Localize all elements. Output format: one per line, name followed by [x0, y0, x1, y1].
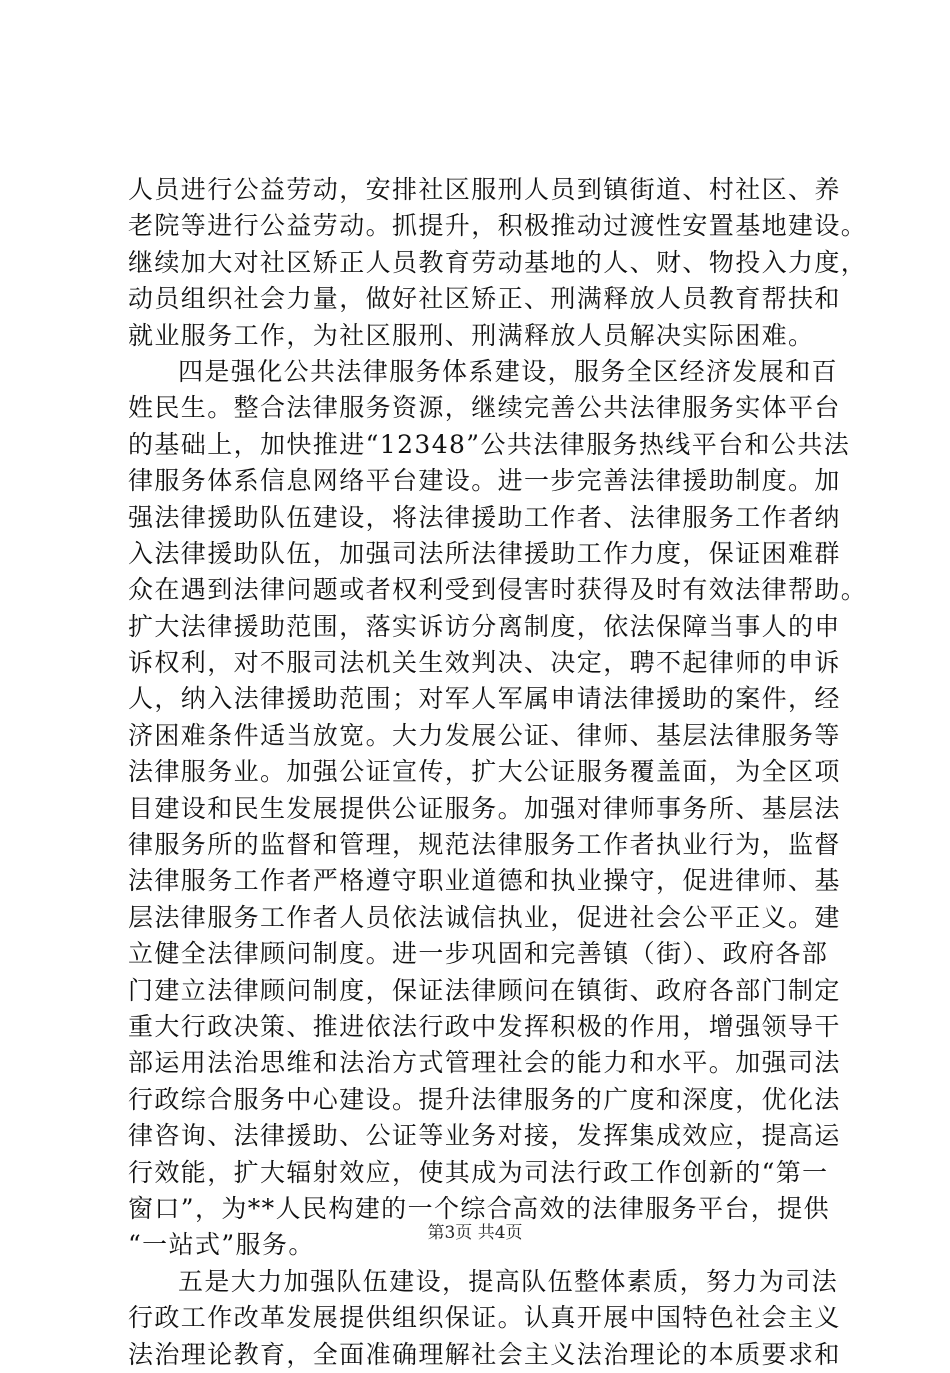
text-line: 诉权利，对不服司法机关生效判决、决定，聘不起律师的申诉: [128, 648, 841, 678]
text-line: 法律服务工作者严格遵守职业道德和执业操守，促进律师、基: [128, 866, 841, 896]
text-line: 目建设和民生发展提供公证服务。加强对律师事务所、基层法: [128, 793, 841, 823]
text-line: 济困难条件适当放宽。大力发展公证、律师、基层法律服务等: [128, 720, 841, 750]
text-line: 入法律援助队伍，加强司法所法律援助工作力度，保证困难群: [128, 538, 841, 568]
text-line: 行政工作改革发展提供组织保证。认真开展中国特色社会主义: [128, 1303, 841, 1333]
text-line: 强法律援助队伍建设，将法律援助工作者、法律服务工作者纳: [128, 502, 841, 532]
text-line: 窗口”，为**人民构建的一个综合高效的法律服务平台，提供: [128, 1193, 830, 1223]
page-number: 第3页 共4页: [427, 1223, 523, 1243]
text-line: 行政综合服务中心建设。提升法律服务的广度和深度，优化法: [128, 1084, 841, 1114]
text-line: 扩大法律援助范围，落实诉访分离制度，依法保障当事人的申: [128, 611, 841, 641]
text-line: 姓民生。整合法律服务资源，继续完善公共法律服务实体平台: [128, 393, 841, 423]
text-line: 律咨询、法律援助、公证等业务对接，发挥集成效应，提高运: [128, 1121, 841, 1151]
text-line: 继续加大对社区矫正人员教育劳动基地的人、财、物投入力度，: [128, 247, 868, 277]
text-line: 立健全法律顾问制度。进一步巩固和完善镇（街）、政府各部: [128, 939, 829, 969]
text-line: 法治理论教育，全面准确理解社会主义法治理论的本质要求和: [128, 1339, 841, 1369]
text-line: 重大行政决策、推进依法行政中发挥积极的作用，增强领导干: [128, 1011, 841, 1041]
text-line: 老院等进行公益劳动。抓提升，积极推动过渡性安置基地建设。: [128, 211, 868, 241]
text-line: 门建立法律顾问制度，保证法律顾问在镇街、政府各部门制定: [128, 975, 841, 1005]
text-line: 法律服务业。加强公证宣传，扩大公证服务覆盖面，为全区项: [128, 757, 841, 787]
text-line: 行效能，扩大辐射效应，使其成为司法行政工作创新的“第一: [128, 1157, 829, 1187]
text-line: 人，纳入法律援助范围；对军人军属申请法律援助的案件，经: [128, 684, 841, 714]
text-line: 部运用法治思维和法治方式管理社会的能力和水平。加强司法: [128, 1048, 841, 1078]
text-line: “一站式”服务。: [128, 1230, 315, 1260]
text-line: 人员进行公益劳动，安排社区服刑人员到镇街道、村社区、养: [128, 175, 841, 204]
text-line: 众在遇到法律问题或者权利受到侵害时获得及时有效法律帮助。: [128, 575, 868, 605]
text-line: 动员组织社会力量，做好社区矫正、刑满释放人员教育帮扶和: [128, 284, 841, 314]
paragraph-start-line: 五是大力加强队伍建设，提高队伍整体素质，努力为司法: [178, 1266, 839, 1296]
text-line: 就业服务工作，为社区服刑、刑满释放人员解决实际困难。: [128, 320, 815, 350]
text-line: 律服务体系信息网络平台建设。进一步完善法律援助制度。加: [128, 466, 841, 496]
text-line: 层法律服务工作者人员依法诚信执业，促进社会公平正义。建: [128, 902, 841, 932]
text-line: 的基础上，加快推进“12348”公共法律服务热线平台和公共法: [128, 429, 851, 459]
paragraph-start-line: 四是强化公共法律服务体系建设，服务全区经济发展和百: [178, 356, 839, 386]
document-body: [128, 172, 868, 1373]
page-footer: [0, 1222, 950, 1244]
text-line: 律服务所的监督和管理，规范法律服务工作者执业行为，监督: [128, 830, 841, 860]
